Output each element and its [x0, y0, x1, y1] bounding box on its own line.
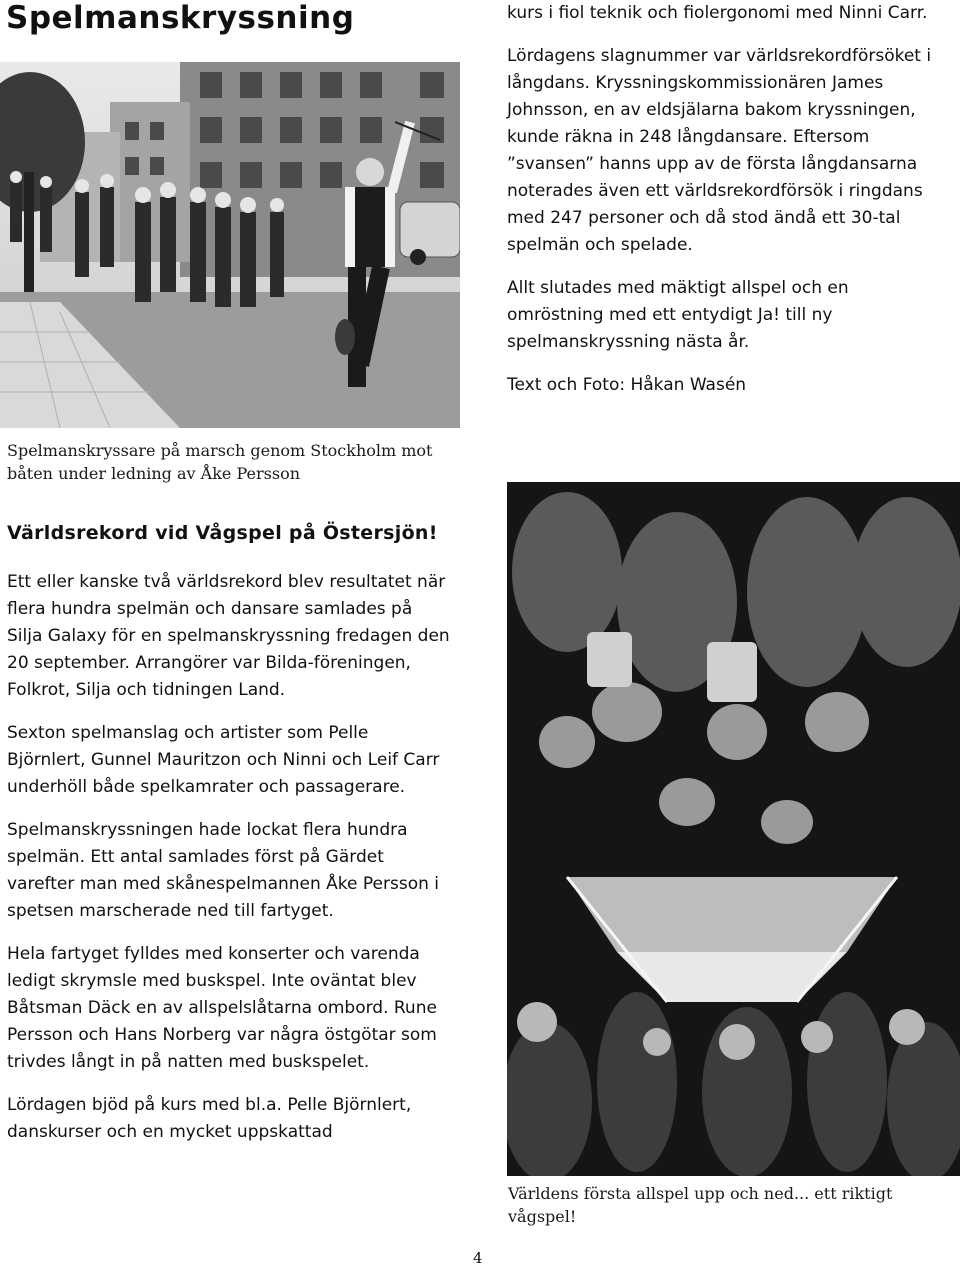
paragraph: Lördagens slagnummer var världsrekordförsöket i långdans. Kryssningskommissionären James Johnsson, en av eldsjälarna bakom kryssningen, kunde räkna in 248 långdansare. Eftersom ”svansen” hanns upp av de första långdansarna noterades även ett världsrekordförsök i ringdans med 247 personer och då stod ändå ett 30-tal spelmän och spelade.: [507, 46, 932, 255]
page-title: Spelmanskryssning: [6, 0, 355, 36]
ship-photo-caption: Världens första allspel upp och ned... ett riktigt vågspel!: [508, 1184, 893, 1226]
article-heading: Världsrekord vid Vågspel på Östersjön!: [7, 522, 438, 544]
paragraph: Hela fartyget fylldes med konserter och varenda ledigt skrymsle med buskspel. Inte oväntat blev Båtsman Däck en av allspelslåtarna ombord. Rune Persson och Hans Norberg var några östgötar som trivdes långt in på natten med buskspelet.: [7, 944, 437, 1072]
article-body: [7, 569, 452, 1162]
march-photo: [0, 62, 460, 428]
paragraph: kurs i fiol teknik och fiolergonomi med Ninni Carr.: [507, 3, 928, 23]
photo-credit: Text och Foto: Håkan Wasén: [507, 375, 747, 395]
right-column-text: [507, 0, 947, 415]
ship-photo-illustration: [507, 482, 960, 1176]
march-photo-illustration: [0, 62, 460, 428]
paragraph: Spelmanskryssningen hade lockat flera hundra spelmän. Ett antal samlades först på Gärdet varefter man med skånespelmannen Åke Persson i spetsen marscherade ned till fartyget.: [7, 820, 440, 921]
page-number: 4: [473, 1249, 483, 1267]
paragraph: Sexton spelmanslag och artister som Pelle Björnlert, Gunnel Mauritzon och Ninni och Leif Carr underhöll både spelkamrater och passagerare.: [7, 723, 440, 797]
march-photo-caption: Spelmanskryssare på marsch genom Stockholm mot båten under ledning av Åke Persson: [7, 441, 433, 483]
ship-photo: [507, 482, 960, 1176]
paragraph: Allt slutades med mäktigt allspel och en omröstning med ett entydigt Ja! till ny spelmanskryssning nästa år.: [507, 278, 849, 352]
paragraph: Ett eller kanske två världsrekord blev resultatet när flera hundra spelmän och dansare samlades på Silja Galaxy för en spelmanskryssning fredagen den 20 september. Arrangörer var Bilda-föreningen, Folkrot, Silja och tidningen Land.: [7, 572, 450, 700]
paragraph: Lördagen bjöd på kurs med bl.a. Pelle Björnlert, danskurser och en mycket uppskattad: [7, 1095, 412, 1142]
